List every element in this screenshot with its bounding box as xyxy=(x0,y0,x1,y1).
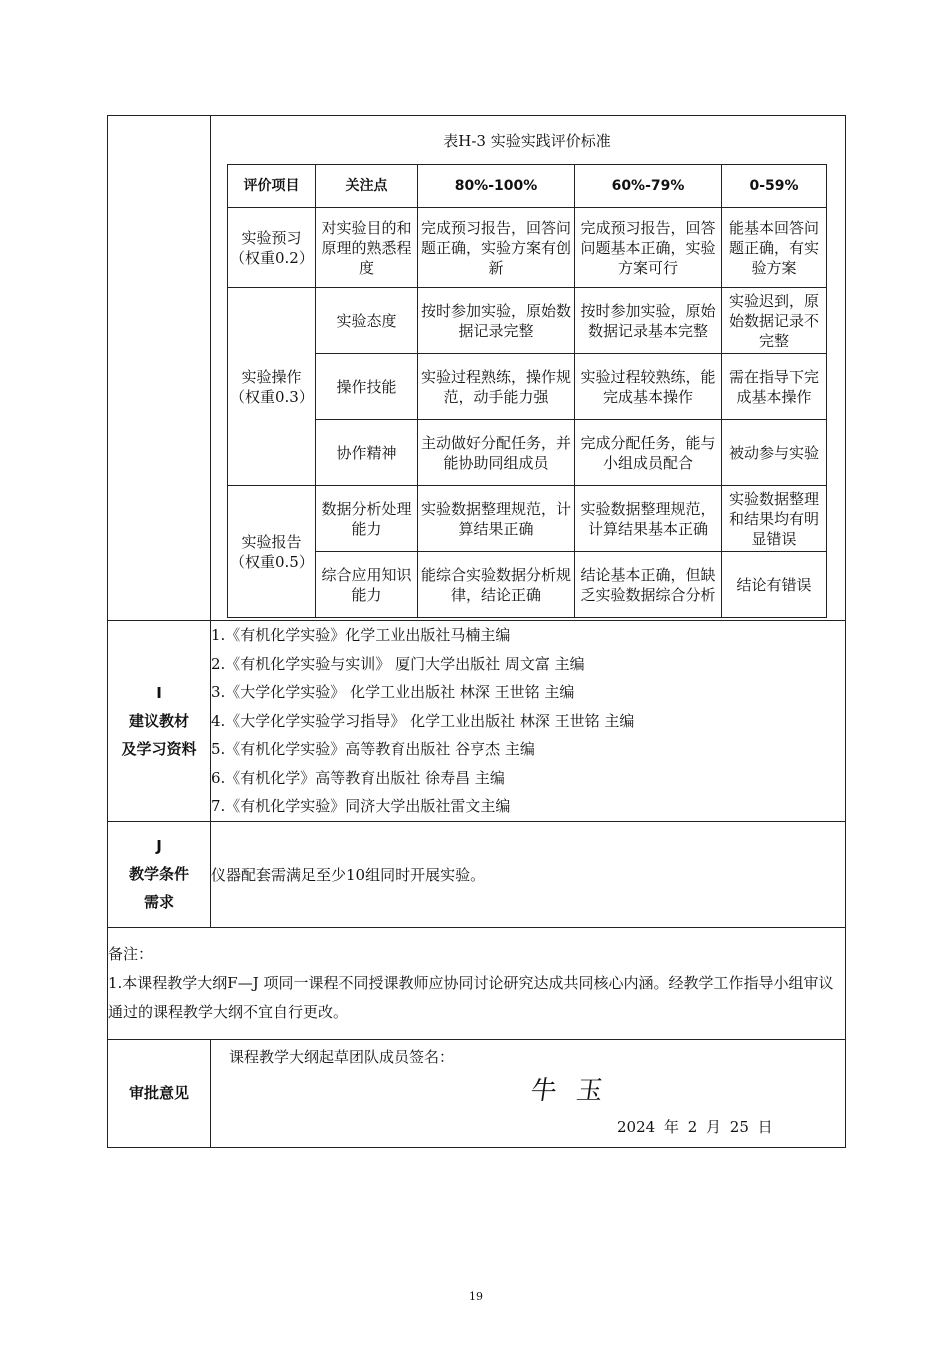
list-item: 3.《大学化学实验》 化学工业出版社 林深 王世铭 主编 xyxy=(211,683,575,701)
focus-cell: 操作技能 xyxy=(316,354,418,420)
list-item: 6.《有机化学》高等教育出版社 徐寿昌 主编 xyxy=(211,768,505,787)
focus-cell: 数据分析处理能力 xyxy=(316,486,418,552)
mid-cell: 按时参加实验，原始数据记录基本完整 xyxy=(575,288,722,354)
low-cell: 实验数据整理和结果均有明显错误 xyxy=(722,486,827,552)
handwritten-signature: 牛玉 xyxy=(528,1076,625,1106)
table-row xyxy=(228,486,827,552)
high-cell: 按时参加实验，原始数据记录完整 xyxy=(418,288,575,354)
table-title: 表H-3 实验实践评价标准 xyxy=(443,132,611,150)
item-operation: 实验操作（权重0.3） xyxy=(228,288,316,486)
list-item: 2.《有机化学实验与实训》 厦门大学出版社 周文富 主编 xyxy=(211,654,585,673)
signature-label: 课程教学大纲起草团队成员签名： xyxy=(229,1048,455,1066)
focus-cell: 协作精神 xyxy=(316,420,418,486)
section-i-label xyxy=(108,621,211,822)
table-row xyxy=(228,354,827,420)
approval-row xyxy=(108,1039,846,1147)
header-focus: 关注点 xyxy=(316,165,418,208)
high-cell: 完成预习报告，回答问题正确，实验方案有创新 xyxy=(418,208,575,288)
mid-cell: 实验过程较熟练，能完成基本操作 xyxy=(575,354,722,420)
header-low: 0-59% xyxy=(722,165,827,208)
high-cell: 实验过程熟练，操作规范，动手能力强 xyxy=(418,354,575,420)
evaluation-cell xyxy=(211,116,846,621)
low-cell: 实验迟到，原始数据记录不完整 xyxy=(722,288,827,354)
approval-cell xyxy=(211,1039,846,1147)
list-item: 1.《有机化学实验》化学工业出版社马楠主编 xyxy=(211,626,511,644)
evaluation-row xyxy=(108,116,846,621)
section-title-line: 需求 xyxy=(143,893,174,911)
header-row xyxy=(228,165,827,208)
table-row xyxy=(228,288,827,354)
section-letter: J xyxy=(156,837,162,855)
list-item: 4.《大学化学实验学习指导》 化学工业出版社 林深 王世铭 主编 xyxy=(211,711,635,730)
evaluation-criteria-table xyxy=(227,164,827,618)
table-row xyxy=(228,420,827,486)
low-cell: 被动参与实验 xyxy=(722,420,827,486)
list-item: 5.《有机化学实验》高等教育出版社 谷亨杰 主编 xyxy=(211,740,535,758)
approval-date: 2024 年 2 月 25 日 xyxy=(617,1118,773,1136)
mid-cell: 完成分配任务，能与小组成员配合 xyxy=(575,420,722,486)
mid-cell: 实验数据整理规范，计算结果基本正确 xyxy=(575,486,722,552)
notes-row xyxy=(108,927,846,1039)
section-title-line: 建议教材 xyxy=(128,711,189,730)
textbooks-row xyxy=(108,621,846,822)
low-cell: 需在指导下完成基本操作 xyxy=(722,354,827,420)
conditions-content: 仪器配套需满足至少10组同时开展实验。 xyxy=(211,821,846,927)
focus-cell: 对实验目的和原理的熟悉程度 xyxy=(316,208,418,288)
header-high: 80%-100% xyxy=(418,165,575,208)
section-title-line: 教学条件 xyxy=(128,865,189,883)
focus-cell: 实验态度 xyxy=(316,288,418,354)
table-row xyxy=(228,208,827,288)
focus-cell: 综合应用知识能力 xyxy=(316,552,418,618)
textbook-list xyxy=(211,621,846,822)
high-cell: 实验数据整理规范，计算结果正确 xyxy=(418,486,575,552)
syllabus-table xyxy=(107,115,846,1148)
section-title-line: 及学习资料 xyxy=(121,739,197,758)
mid-cell: 完成预习报告，回答问题基本正确，实验方案可行 xyxy=(575,208,722,288)
mid-cell: 结论基本正确，但缺乏实验数据综合分析 xyxy=(575,552,722,618)
page-number: 19 xyxy=(469,1290,483,1303)
approval-label: 审批意见 xyxy=(108,1039,211,1147)
table-row xyxy=(228,552,827,618)
high-cell: 主动做好分配任务，并能协助同组成员 xyxy=(418,420,575,486)
item-prep: 实验预习（权重0.2） xyxy=(228,208,316,288)
low-cell: 能基本回答问题正确，有实验方案 xyxy=(722,208,827,288)
empty-label-cell xyxy=(108,116,211,621)
section-j-label xyxy=(108,821,211,927)
section-letter: I xyxy=(156,683,162,702)
header-mid: 60%-79% xyxy=(575,165,722,208)
header-item: 评价项目 xyxy=(228,165,316,208)
item-report: 实验报告（权重0.5） xyxy=(228,486,316,618)
low-cell: 结论有错误 xyxy=(722,552,827,618)
list-item: 7.《有机化学实验》同济大学出版社雷文主编 xyxy=(211,797,511,815)
notes-cell xyxy=(108,927,846,1039)
notes-text: 1.本课程教学大纲F—J 项同一课程不同授课教师应协同讨论研究达成共同核心内涵。经教学工作指导小组审议通过的课程教学大纲不宜自行更改。 xyxy=(108,973,834,1021)
high-cell: 能综合实验数据分析规律，结论正确 xyxy=(418,552,575,618)
conditions-row xyxy=(108,821,846,927)
notes-title: 备注： xyxy=(108,944,154,963)
